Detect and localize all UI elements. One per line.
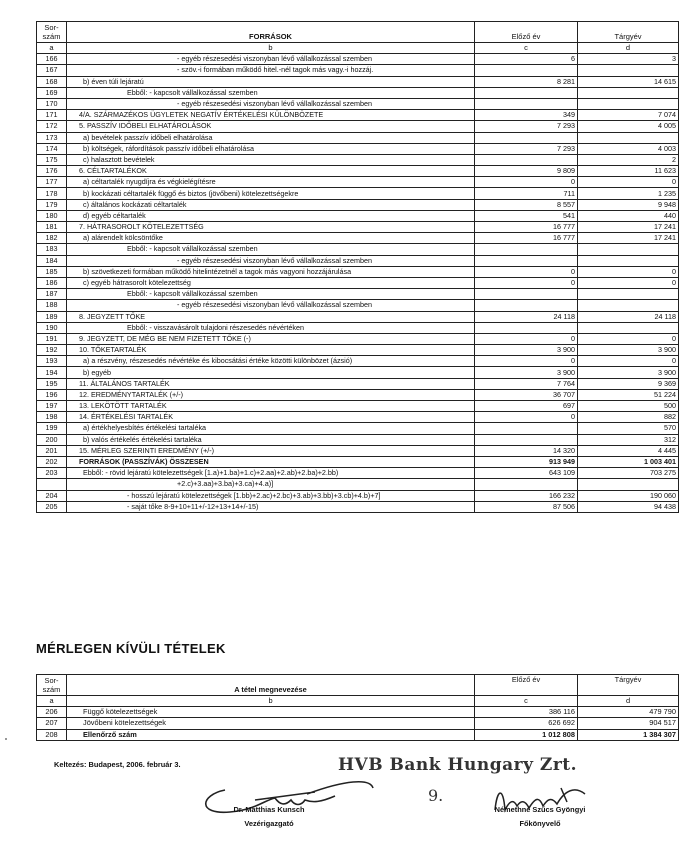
table-row <box>37 378 679 389</box>
row-curr-value: 24 118 <box>578 311 679 322</box>
row-label: b) kockázati céltartalék függő és biztos (jövőbeni) kötelezettségekre <box>67 188 475 199</box>
row-prev-value: 0 <box>475 177 578 188</box>
row-number: 174 <box>37 143 67 154</box>
row-number: 172 <box>37 121 67 132</box>
row-label: 4/A. SZÁRMAZÉKOS ÜGYLETEK NEGATÍV ÉRTÉKELÉSI KÜLÖNBÖZETE <box>67 110 475 121</box>
row-curr-value <box>578 87 679 98</box>
row-curr-value: 4 003 <box>578 143 679 154</box>
row-curr-value: 4 005 <box>578 121 679 132</box>
row-curr-value: 11 623 <box>578 166 679 177</box>
row-label: - egyéb részesedési viszonyban lévő vállalkozással szemben <box>67 300 475 311</box>
table-row <box>37 300 679 311</box>
row-curr-value: 3 900 <box>578 367 679 378</box>
row-number: 181 <box>37 222 67 233</box>
table-row <box>37 154 679 165</box>
row-label: - szöv.-i formában működő hitel.-nél tagok más vagy.-i hozzáj. <box>67 65 475 76</box>
header-prev-year: Előző év <box>475 22 578 43</box>
row-number: 196 <box>37 389 67 400</box>
table-row <box>37 65 679 76</box>
table-row <box>37 222 679 233</box>
row-curr-value: 9 948 <box>578 199 679 210</box>
row-number: 191 <box>37 333 67 344</box>
row-prev-value: 9 809 <box>475 166 578 177</box>
row-number: 175 <box>37 154 67 165</box>
table-row <box>37 345 679 356</box>
row-curr-value: 0 <box>578 333 679 344</box>
table-row <box>37 233 679 244</box>
row-label: a) alárendelt kölcsöntőke <box>67 233 475 244</box>
table-row <box>37 356 679 367</box>
signer1-name: Dr. Matthias Kunsch <box>233 805 305 814</box>
row-prev-value: 0 <box>475 412 578 423</box>
offbalance-rows <box>37 707 679 741</box>
row-curr-value <box>578 244 679 255</box>
row-number: 167 <box>37 65 67 76</box>
header-current-year: Tárgyév <box>578 22 679 43</box>
row-number: 202 <box>37 456 67 467</box>
row-label: b) szövetkezeti formában működő hitelintézetnél a tagok más vagyoni hozzájárulása <box>67 266 475 277</box>
row-prev-value <box>475 300 578 311</box>
row-prev-value <box>475 65 578 76</box>
table-row <box>37 445 679 456</box>
ob-row-curr-value: 479 790 <box>578 707 679 718</box>
row-prev-value: 16 777 <box>475 233 578 244</box>
table-row <box>37 718 679 729</box>
row-label: d) egyéb céltartalék <box>67 210 475 221</box>
ob-header-current-year: Tárgyév <box>578 675 679 696</box>
ob-row-prev-value: 386 116 <box>475 707 578 718</box>
row-label: 6. CÉLTARTALÉKOK <box>67 166 475 177</box>
row-prev-value <box>475 322 578 333</box>
ob-row-prev-value: 1 012 808 <box>475 729 578 740</box>
row-prev-value <box>475 87 578 98</box>
ob-row-number: 208 <box>37 729 67 740</box>
row-prev-value: 913 949 <box>475 456 578 467</box>
row-curr-value: 14 615 <box>578 76 679 87</box>
ob-header-col-a: a <box>37 696 67 707</box>
row-curr-value <box>578 98 679 109</box>
table-row <box>37 121 679 132</box>
scan-speck <box>5 738 7 740</box>
row-prev-value: 349 <box>475 110 578 121</box>
row-number: 198 <box>37 412 67 423</box>
row-number: 186 <box>37 277 67 288</box>
table-row <box>37 401 679 412</box>
row-prev-value: 6 <box>475 54 578 65</box>
ob-row-label: Ellenőrző szám <box>67 729 475 740</box>
row-number: 183 <box>37 244 67 255</box>
table-row <box>37 311 679 322</box>
row-number: 180 <box>37 210 67 221</box>
row-label: 9. JEGYZETT, DE MÉG BE NEM FIZETETT TŐKE (-) <box>67 333 475 344</box>
row-label: 14. ÉRTÉKELÉSI TARTALÉK <box>67 412 475 423</box>
row-prev-value <box>475 132 578 143</box>
stamp-number: 9. <box>428 786 444 805</box>
row-curr-value: 3 900 <box>578 345 679 356</box>
row-prev-value: 16 777 <box>475 222 578 233</box>
row-label: Ebből: - visszavásárolt tulajdoni részesedés névértéken <box>67 322 475 333</box>
table-row <box>37 389 679 400</box>
row-curr-value <box>578 479 679 490</box>
table-row <box>37 98 679 109</box>
table-row <box>37 277 679 288</box>
table-row <box>37 501 679 512</box>
ob-row-label: Függő kötelezettségek <box>67 707 475 718</box>
row-number: 182 <box>37 233 67 244</box>
row-number: 179 <box>37 199 67 210</box>
row-label: c) halasztott bevételek <box>67 154 475 165</box>
row-prev-value: 643 109 <box>475 468 578 479</box>
row-number: 178 <box>37 188 67 199</box>
row-label: - egyéb részesedési viszonyban lévő vállalkozással szemben <box>67 98 475 109</box>
row-label: Ebből: - kapcsolt vállalkozással szemben <box>67 289 475 300</box>
row-prev-value: 36 707 <box>475 389 578 400</box>
row-prev-value <box>475 255 578 266</box>
ob-header-prev-year: Előző év <box>475 675 578 696</box>
row-curr-value: 1 003 401 <box>578 456 679 467</box>
header-title: FORRÁSOK <box>67 22 475 43</box>
row-curr-value: 7 074 <box>578 110 679 121</box>
row-label: Ebből: - kapcsolt vállalkozással szemben <box>67 87 475 98</box>
row-curr-value: 500 <box>578 401 679 412</box>
row-curr-value: 3 <box>578 54 679 65</box>
row-prev-value: 87 506 <box>475 501 578 512</box>
row-number: 195 <box>37 378 67 389</box>
row-label: b) valós értékelés értékelési tartaléka <box>67 434 475 445</box>
row-number <box>37 479 67 490</box>
row-prev-value: 3 900 <box>475 345 578 356</box>
table-row <box>37 110 679 121</box>
row-curr-value <box>578 65 679 76</box>
ob-header-col-b: b <box>67 696 475 707</box>
row-curr-value <box>578 300 679 311</box>
row-prev-value: 541 <box>475 210 578 221</box>
row-number: 204 <box>37 490 67 501</box>
row-prev-value: 0 <box>475 266 578 277</box>
row-curr-value: 0 <box>578 356 679 367</box>
row-label: a) bevételek passzív időbeli elhatárolása <box>67 132 475 143</box>
row-prev-value <box>475 98 578 109</box>
row-label: a) céltartalék nyugdíjra és végkielégítésre <box>67 177 475 188</box>
row-number: 170 <box>37 98 67 109</box>
table-row <box>37 468 679 479</box>
row-prev-value: 7 293 <box>475 143 578 154</box>
row-prev-value: 7 293 <box>475 121 578 132</box>
row-number: 187 <box>37 289 67 300</box>
header-col-c: c <box>475 43 578 54</box>
row-number: 199 <box>37 423 67 434</box>
table-row <box>37 266 679 277</box>
row-prev-value: 3 900 <box>475 367 578 378</box>
row-label: b) egyéb <box>67 367 475 378</box>
company-stamp: HVB Bank Hungary Zrt. <box>338 755 578 775</box>
row-number: 173 <box>37 132 67 143</box>
row-curr-value: 703 275 <box>578 468 679 479</box>
row-number: 188 <box>37 300 67 311</box>
row-curr-value <box>578 289 679 300</box>
table-row <box>37 707 679 718</box>
row-number: 166 <box>37 54 67 65</box>
header-col-a: a <box>37 43 67 54</box>
row-number: 194 <box>37 367 67 378</box>
row-label: c) egyéb hátrasorolt kötelezettség <box>67 277 475 288</box>
row-prev-value: 166 232 <box>475 490 578 501</box>
row-number: 203 <box>37 468 67 479</box>
row-prev-value: 711 <box>475 188 578 199</box>
table-row <box>37 210 679 221</box>
row-number: 200 <box>37 434 67 445</box>
table-row <box>37 87 679 98</box>
table-row <box>37 199 679 210</box>
row-label: FORRÁSOK (PASSZÍVÁK) ÖSSZESEN <box>67 456 475 467</box>
table-row <box>37 322 679 333</box>
row-prev-value <box>475 423 578 434</box>
row-curr-value: 4 445 <box>578 445 679 456</box>
row-prev-value <box>475 154 578 165</box>
row-prev-value: 8 281 <box>475 76 578 87</box>
ob-row-curr-value: 1 384 307 <box>578 729 679 740</box>
table-row <box>37 289 679 300</box>
row-prev-value: 7 764 <box>475 378 578 389</box>
row-curr-value: 1 235 <box>578 188 679 199</box>
row-label: 5. PASSZÍV IDŐBELI ELHATÁROLÁSOK <box>67 121 475 132</box>
table-row <box>37 76 679 87</box>
row-number: 171 <box>37 110 67 121</box>
row-label: 10. TŐKETARTALÉK <box>67 345 475 356</box>
row-number: 193 <box>37 356 67 367</box>
header-col-b: b <box>67 43 475 54</box>
row-label: Ebből: - kapcsolt vállalkozással szemben <box>67 244 475 255</box>
table-row <box>37 143 679 154</box>
row-label: 7. HÁTRASOROLT KÖTELEZETTSÉG <box>67 222 475 233</box>
row-prev-value <box>475 434 578 445</box>
row-curr-value: 312 <box>578 434 679 445</box>
liabilities-table <box>36 21 679 513</box>
table-row <box>37 132 679 143</box>
table-row <box>37 490 679 501</box>
row-label: 15. MÉRLEG SZERINTI EREDMÉNY (+/-) <box>67 445 475 456</box>
row-prev-value <box>475 289 578 300</box>
table-row <box>37 434 679 445</box>
ob-header-col-d: d <box>578 696 679 707</box>
row-number: 190 <box>37 322 67 333</box>
table-row <box>37 166 679 177</box>
table-row <box>37 54 679 65</box>
row-prev-value: 697 <box>475 401 578 412</box>
table-row <box>37 255 679 266</box>
row-curr-value: 9 369 <box>578 378 679 389</box>
row-curr-value: 882 <box>578 412 679 423</box>
header-sorszam: Sor- szám <box>37 22 67 43</box>
row-number: 168 <box>37 76 67 87</box>
row-number: 189 <box>37 311 67 322</box>
row-label: - saját tőke 8-9+10+11+/-12+13+14+/-15) <box>67 501 475 512</box>
table-row <box>37 479 679 490</box>
ob-row-prev-value: 626 692 <box>475 718 578 729</box>
signer1-role: Vezérigazgató <box>244 819 294 828</box>
table-row <box>37 244 679 255</box>
row-curr-value: 0 <box>578 177 679 188</box>
header-col-d: d <box>578 43 679 54</box>
table-row <box>37 729 679 740</box>
row-number: 197 <box>37 401 67 412</box>
row-number: 205 <box>37 501 67 512</box>
row-curr-value: 190 060 <box>578 490 679 501</box>
table-row <box>37 188 679 199</box>
row-number: 177 <box>37 177 67 188</box>
row-label: - egyéb részesedési viszonyban lévő vállalkozással szemben <box>67 54 475 65</box>
row-label: a) a részvény, részesedés névértéke és kibocsátási értéke közötti különbözet (ázsió) <box>67 356 475 367</box>
row-label: Ebből: - rövid lejáratú kötelezettségek [1.a)+1.ba)+1.c)+2.aa)+2.ab)+2.ba)+2.bb) <box>67 468 475 479</box>
liabilities-rows <box>37 54 679 513</box>
date-line: Keltezés: Budapest, 2006. február 3. <box>54 760 181 769</box>
row-curr-value: 0 <box>578 266 679 277</box>
ob-row-curr-value: 904 517 <box>578 718 679 729</box>
table-row <box>37 423 679 434</box>
row-number: 201 <box>37 445 67 456</box>
row-curr-value: 440 <box>578 210 679 221</box>
table-row <box>37 177 679 188</box>
row-prev-value <box>475 479 578 490</box>
row-label: c) általános kockázati céltartalék <box>67 199 475 210</box>
row-number: 184 <box>37 255 67 266</box>
row-number: 192 <box>37 345 67 356</box>
ob-row-number: 207 <box>37 718 67 729</box>
table-row <box>37 333 679 344</box>
row-label: +2.c)+3.aa)+3.ba)+3.ca)+4.a)] <box>67 479 475 490</box>
ob-header-col-c: c <box>475 696 578 707</box>
row-label: 11. ÁLTALÁNOS TARTALÉK <box>67 378 475 389</box>
ob-header-sorszam: Sor- szám <box>37 675 67 696</box>
row-number: 185 <box>37 266 67 277</box>
signer2-name: Némethné Szűcs Gyöngyi <box>494 805 586 814</box>
row-curr-value: 570 <box>578 423 679 434</box>
ob-row-number: 206 <box>37 707 67 718</box>
row-label: - egyéb részesedési viszonyban lévő vállalkozással szemben <box>67 255 475 266</box>
row-label: - hosszú lejáratú kötelezettségek [1.bb)+2.ac)+2.bc)+3.ab)+3.bb)+3.cb)+4.b)+7] <box>67 490 475 501</box>
row-prev-value: 8 557 <box>475 199 578 210</box>
row-prev-value <box>475 244 578 255</box>
offbalance-table <box>36 674 679 741</box>
row-label: 8. JEGYZETT TŐKE <box>67 311 475 322</box>
table-row <box>37 412 679 423</box>
row-prev-value: 0 <box>475 333 578 344</box>
offbalance-title: MÉRLEGEN KÍVÜLI TÉTELEK <box>36 641 226 656</box>
row-curr-value: 2 <box>578 154 679 165</box>
ob-row-label: Jövőbeni kötelezettségek <box>67 718 475 729</box>
signer2-role: Főkönyvelő <box>519 819 561 828</box>
row-curr-value <box>578 255 679 266</box>
row-prev-value: 14 320 <box>475 445 578 456</box>
row-number: 169 <box>37 87 67 98</box>
row-curr-value: 0 <box>578 277 679 288</box>
row-label: 13. LEKÖTÖTT TARTALÉK <box>67 401 475 412</box>
row-label: a) értékhelyesbítés értékelési tartaléka <box>67 423 475 434</box>
row-label: b) éven túli lejáratú <box>67 76 475 87</box>
row-prev-value: 24 118 <box>475 311 578 322</box>
row-number: 176 <box>37 166 67 177</box>
signature-accountant <box>485 780 595 820</box>
row-curr-value: 17 241 <box>578 222 679 233</box>
row-prev-value: 0 <box>475 356 578 367</box>
row-label: b) költségek, ráfordítások passzív időbeli elhatárolása <box>67 143 475 154</box>
table-row <box>37 367 679 378</box>
row-prev-value: 0 <box>475 277 578 288</box>
row-curr-value: 17 241 <box>578 233 679 244</box>
row-curr-value <box>578 322 679 333</box>
row-curr-value: 94 438 <box>578 501 679 512</box>
ob-header-title: A tétel megnevezése <box>67 675 475 696</box>
row-curr-value <box>578 132 679 143</box>
row-label: 12. EREDMÉNYTARTALÉK (+/-) <box>67 389 475 400</box>
table-row <box>37 456 679 467</box>
row-curr-value: 51 224 <box>578 389 679 400</box>
